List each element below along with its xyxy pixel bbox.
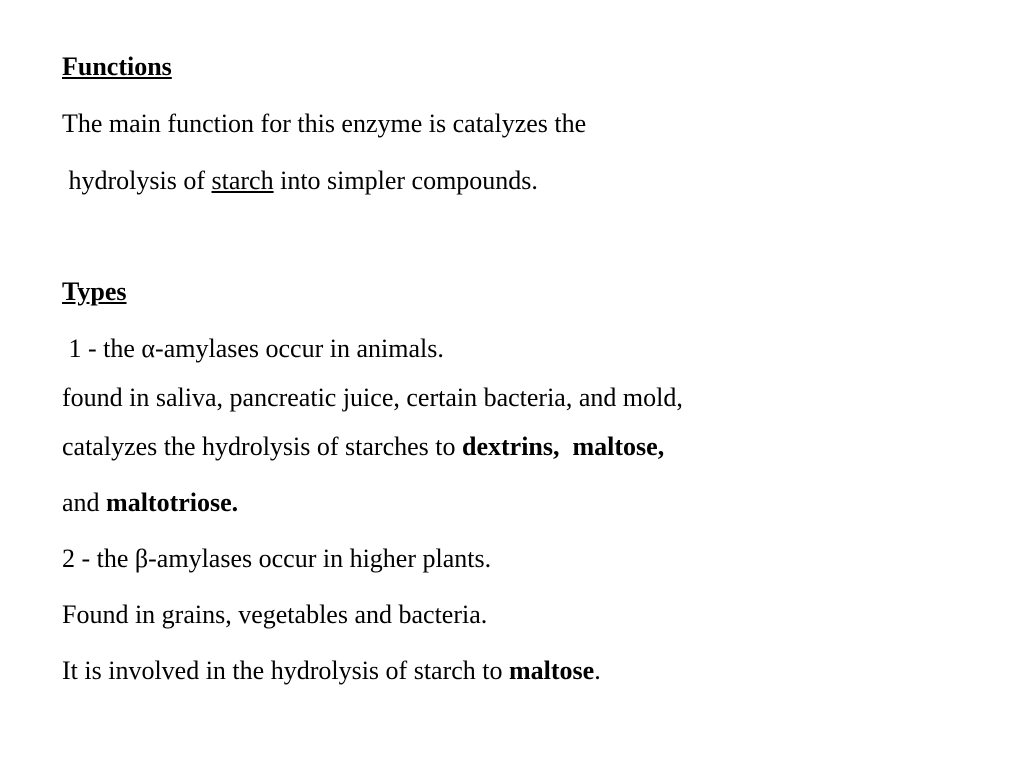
beta-amylase-title: 2 - the β-amylases occur in higher plants. bbox=[62, 544, 492, 573]
starch-term: starch bbox=[211, 166, 274, 195]
beta-amylase-found: Found in grains, vegetables and bacteria. bbox=[62, 600, 488, 629]
alpha-amylase-found: found in saliva, pancreatic juice, certain bacteria, and mold, bbox=[62, 383, 683, 412]
alpha-amylase-title: 1 - the α-amylases occur in animals. bbox=[62, 334, 444, 363]
functions-text-line-1: The main function for this enzyme is catalyzes the bbox=[62, 109, 587, 138]
types-heading: Types bbox=[62, 277, 127, 306]
alpha-and-product: maltotriose. bbox=[106, 488, 239, 517]
functions-heading: Functions bbox=[62, 52, 172, 81]
alpha-amylase-catalyzes bbox=[62, 432, 664, 462]
beta-involved-pre: It is involved in the hydrolysis of starch to bbox=[62, 656, 510, 685]
alpha-and-pre: and bbox=[62, 488, 107, 517]
alpha-catalyzes-products: dextrins, maltose, bbox=[462, 432, 665, 461]
alpha-catalyzes-pre: catalyzes the hydrolysis of starches to bbox=[62, 432, 462, 461]
functions-text-line-2-pre: hydrolysis of bbox=[62, 166, 212, 195]
functions-text-line-2-post: into simpler compounds. bbox=[273, 166, 538, 195]
beta-involved-product: maltose bbox=[509, 656, 595, 685]
beta-amylase-involved bbox=[62, 656, 601, 686]
functions-text-line-2 bbox=[62, 166, 538, 196]
alpha-amylase-and bbox=[62, 488, 238, 518]
beta-involved-post: . bbox=[594, 656, 601, 685]
